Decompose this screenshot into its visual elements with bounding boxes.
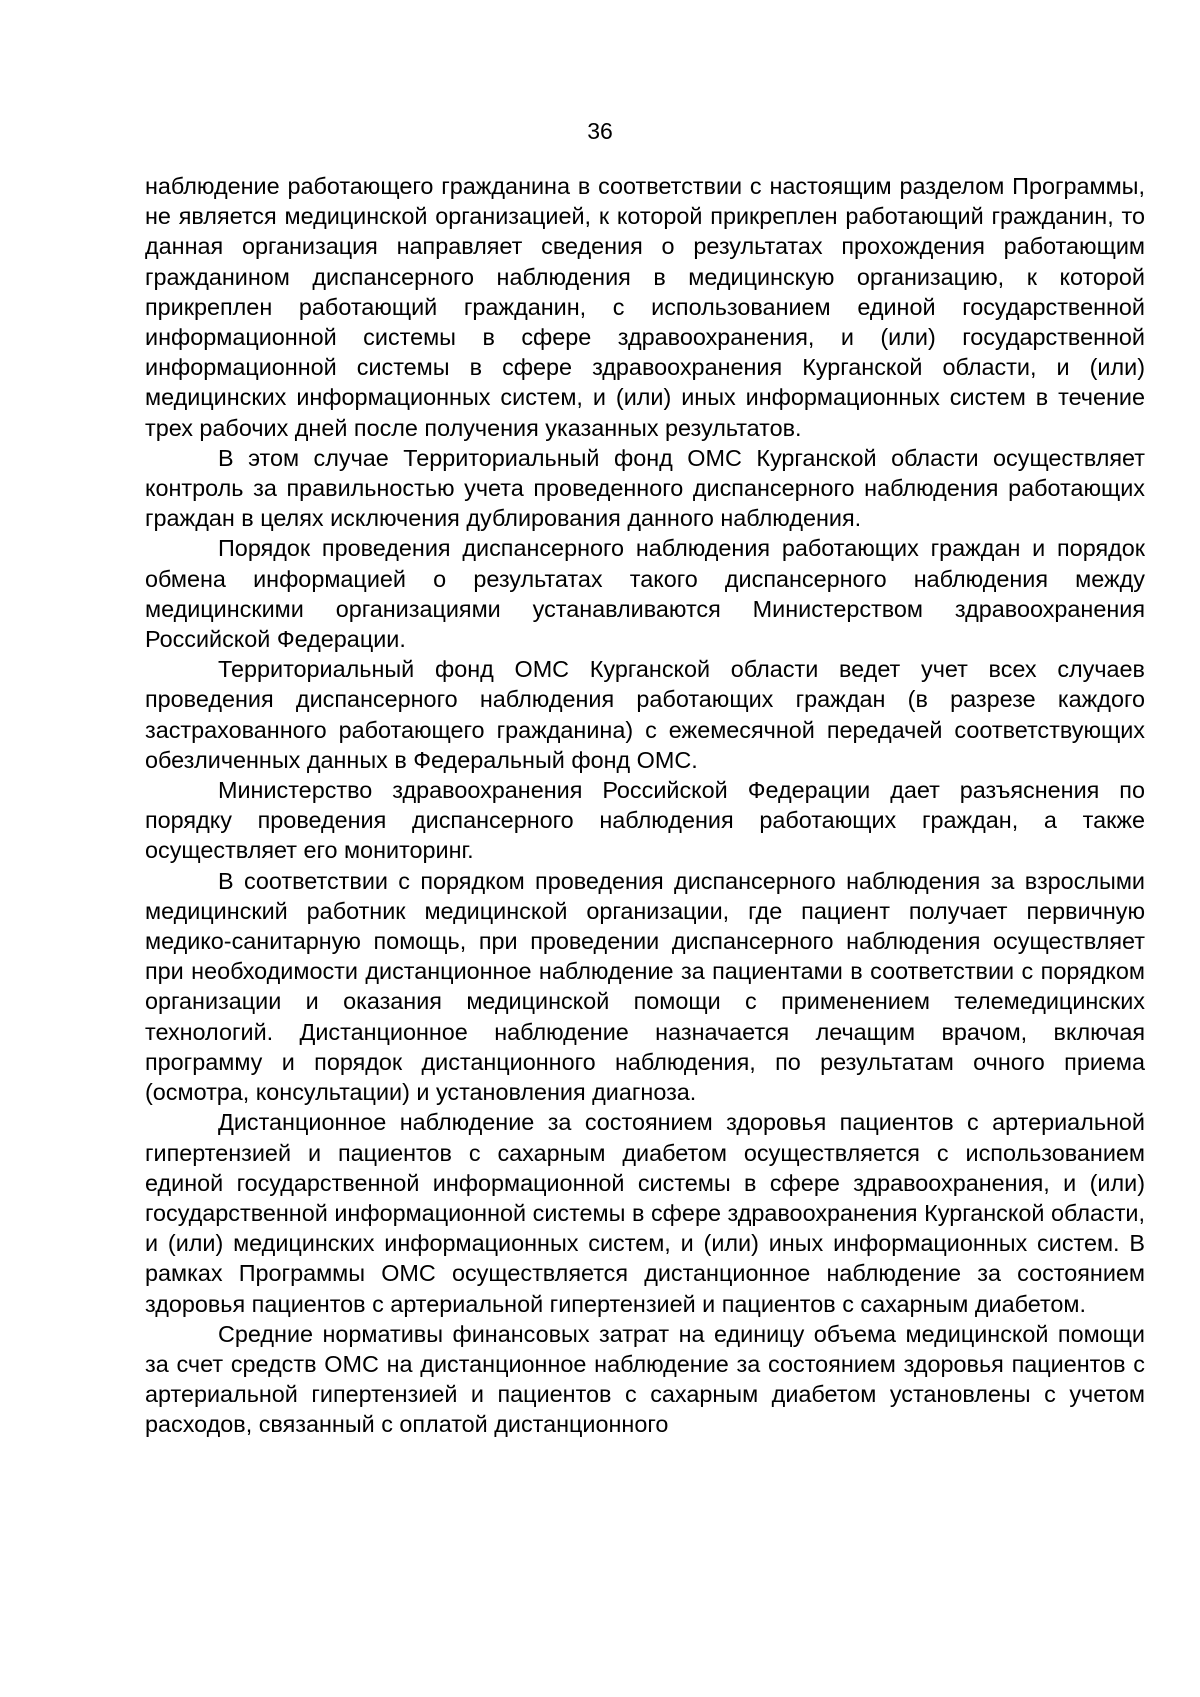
paragraph-fund-accounting: Территориальный фонд ОМС Курганской области ведет учет всех случаев проведения диспансерного наблюдения работающих граждан (в разрезе каждого застрахованного работающего гражданина) с ежемесячной передачей соответствующих обезличенных данных в Федеральный фонд ОМС. bbox=[145, 656, 1145, 773]
paragraph-exchange-procedure: Порядок проведения диспансерного наблюдения работающих граждан и порядок обмена информацией о результатах такого диспансерного наблюдения между медицинскими организациями устанавливаются Министерством здравоохранения Российской Федерации. bbox=[145, 535, 1145, 653]
paragraph-remote-monitoring-order: В соответствии с порядком проведения диспансерного наблюдения за взрослыми медицинский работник медицинской организации, где пациент получает первичную медико-санитарную помощь, при проведении диспансерного наблюдения осуществляет при необходимости дистанционное наблюдение за пациентами в соответствии с порядком организации и оказания медицинской помощи с применением телемедицинских технологий. Дистанционное наблюдение назначается лечащим врачом, включая программу и порядок дистанционного наблюдения, по результатам очного приема (осмотра, консультации) и установления диагноза. bbox=[145, 867, 1145, 1106]
paragraph-remote-monitoring-patients: Дистанционное наблюдение за состоянием здоровья пациентов с артериальной гипертензией и пациентов с сахарным диабетом осуществляется с использованием единой государственной информационной системы в сфере здравоохранения, и (или) государственной информационной системы в сфере здравоохранения Курганской области, и (или) медицинских информационных систем, и (или) иных информационных систем. В рамках Программы ОМС осуществляется дистанционное наблюдение за состоянием здоровья пациентов с артериальной гипертензией и пациентов с сахарным диабетом. bbox=[145, 1109, 1145, 1317]
paragraph-financial-standards: Средние нормативы финансовых затрат на единицу объема медицинской помощи за счет средств ОМС на дистанционное наблюдение за состоянием здоровья пациентов с артериальной гипертензией и пациентов с сахарным диабетом установлены с учетом расходов, связанный с оплатой дистанционного bbox=[145, 1320, 1145, 1438]
paragraph-continued: наблюдение работающего гражданина в соответствии с настоящим разделом Программы, не является медицинской организацией, к которой прикреплен работающий гражданин, то данная организация направляет сведения о результатах прохождения работающим гражданином диспансерного наблюдения в медицинскую организацию, к которой прикреплен работающий гражданин, с использованием единой государственной информационной системы в сфере здравоохранения, и (или) государственной информационной системы в сфере здравоохранения Курганской области, и (или) медицинских информационных систем, и (или) иных информационных систем в течение трех рабочих дней после получения указанных результатов. bbox=[145, 173, 1145, 441]
document-body bbox=[145, 171, 1145, 1440]
page-number: 36 bbox=[587, 118, 613, 144]
paragraph-ministry-clarifications: Министерство здравоохранения Российской Федерации дает разъяснения по порядку проведения диспансерного наблюдения работающих граждан, а также осуществляет его мониторинг. bbox=[145, 777, 1145, 864]
paragraph-fund-control: В этом случае Территориальный фонд ОМС Курганской области осуществляет контроль за правильностью учета проведенного диспансерного наблюдения работающих граждан в целях исключения дублирования данного наблюдения. bbox=[145, 444, 1145, 532]
